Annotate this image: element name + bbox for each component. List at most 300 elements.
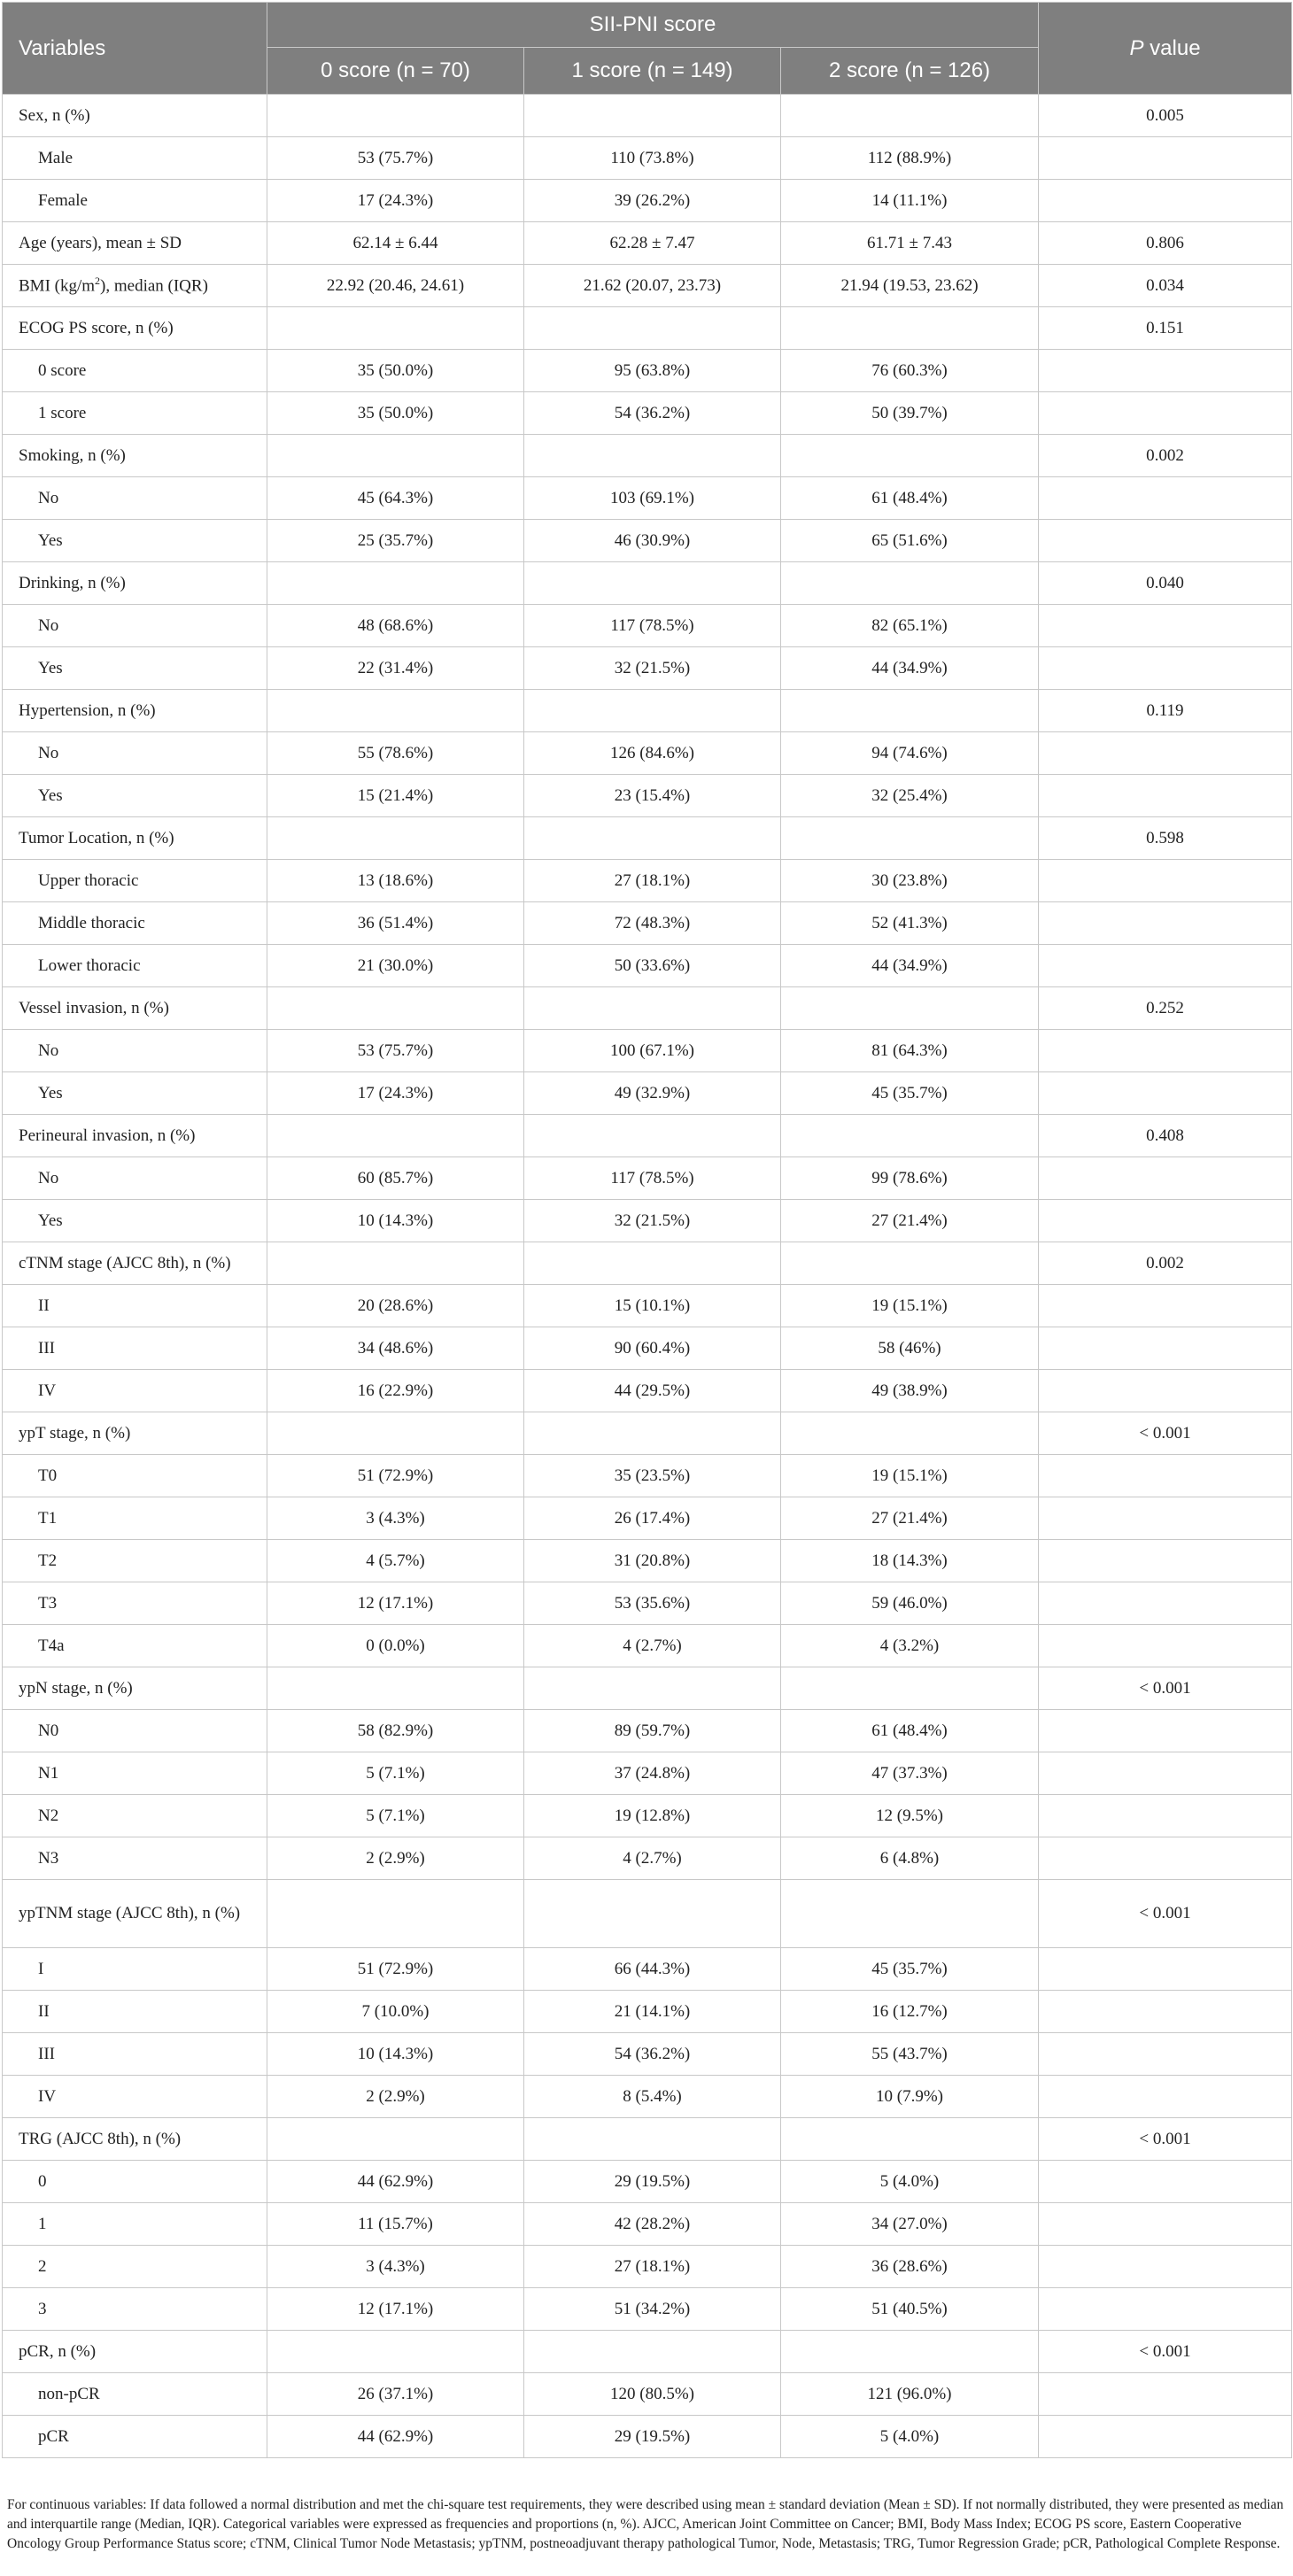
p-value-cell [1039,902,1292,945]
table-row [3,605,1292,647]
table-row [3,392,1292,435]
row-label: I [3,1948,267,1991]
value-cell-c1: 54 (36.2%) [524,2033,781,2076]
value-cell-c1: 32 (21.5%) [524,647,781,690]
value-cell-c1: 90 (60.4%) [524,1327,781,1370]
value-cell-c1: 32 (21.5%) [524,1200,781,1242]
row-label: Yes [3,647,267,690]
table-row [3,1072,1292,1115]
p-value-cell [1039,2416,1292,2458]
p-value-cell [1039,350,1292,392]
value-cell-c1: 89 (59.7%) [524,1710,781,1752]
value-cell-c1: 29 (19.5%) [524,2416,781,2458]
row-label: 1 [3,2203,267,2246]
value-cell-c2: 61 (48.4%) [781,1710,1039,1752]
table-row [3,2076,1292,2118]
value-cell-c2: 59 (46.0%) [781,1582,1039,1625]
table-row [3,1157,1292,1200]
table-row [3,2373,1292,2416]
value-cell-c0: 48 (68.6%) [267,605,524,647]
value-cell-c0 [267,95,524,137]
value-cell-c2: 45 (35.7%) [781,1948,1039,1991]
value-cell-c0 [267,2331,524,2373]
value-cell-c0: 44 (62.9%) [267,2161,524,2203]
value-cell-c1: 54 (36.2%) [524,392,781,435]
value-cell-c2: 6 (4.8%) [781,1837,1039,1880]
table-row [3,1752,1292,1795]
value-cell-c2: 32 (25.4%) [781,775,1039,817]
row-label: T4a [3,1625,267,1667]
value-cell-c0: 62.14 ± 6.44 [267,222,524,265]
value-cell-c2 [781,690,1039,732]
value-cell-c1 [524,562,781,605]
header-p-italic: P [1129,35,1144,60]
row-label: 1 score [3,392,267,435]
table-row [3,265,1292,307]
table-row [3,1667,1292,1710]
p-value-cell [1039,1582,1292,1625]
value-cell-c0: 44 (62.9%) [267,2416,524,2458]
value-cell-c0: 15 (21.4%) [267,775,524,817]
value-cell-c0: 12 (17.1%) [267,1582,524,1625]
p-value-cell [1039,1795,1292,1837]
p-value-cell [1039,2246,1292,2288]
p-value-cell [1039,945,1292,987]
p-value-cell [1039,2033,1292,2076]
row-label: IV [3,2076,267,2118]
value-cell-c0 [267,1880,524,1948]
value-cell-c2: 51 (40.5%) [781,2288,1039,2331]
value-cell-c2: 5 (4.0%) [781,2416,1039,2458]
value-cell-c0: 11 (15.7%) [267,2203,524,2246]
value-cell-c1 [524,1880,781,1948]
row-label: IV [3,1370,267,1412]
table-row [3,307,1292,350]
value-cell-c1: 100 (67.1%) [524,1030,781,1072]
value-cell-c0: 51 (72.9%) [267,1948,524,1991]
value-cell-c2: 52 (41.3%) [781,902,1039,945]
value-cell-c0 [267,1667,524,1710]
table-row [3,1412,1292,1455]
p-value-cell [1039,1030,1292,1072]
row-label: Female [3,180,267,222]
table-row [3,520,1292,562]
value-cell-c2: 49 (38.9%) [781,1370,1039,1412]
row-label: Yes [3,775,267,817]
value-cell-c1: 72 (48.3%) [524,902,781,945]
table-row [3,2203,1292,2246]
value-cell-c2: 121 (96.0%) [781,2373,1039,2416]
p-value-cell: < 0.001 [1039,2118,1292,2161]
p-value-cell [1039,1948,1292,1991]
p-value-cell [1039,1497,1292,1540]
row-label: 3 [3,2288,267,2331]
table-body [3,95,1292,2458]
header-variables: Variables [3,3,267,95]
value-cell-c2: 82 (65.1%) [781,605,1039,647]
table-row [3,2288,1292,2331]
value-cell-c2: 112 (88.9%) [781,137,1039,180]
value-cell-c0: 53 (75.7%) [267,1030,524,1072]
row-label: Sex, n (%) [3,95,267,137]
p-value-cell: 0.040 [1039,562,1292,605]
value-cell-c0: 16 (22.9%) [267,1370,524,1412]
value-cell-c2: 5 (4.0%) [781,2161,1039,2203]
p-value-cell: 0.002 [1039,435,1292,477]
value-cell-c0 [267,1115,524,1157]
value-cell-c0: 45 (64.3%) [267,477,524,520]
value-cell-c1 [524,987,781,1030]
value-cell-c2: 55 (43.7%) [781,2033,1039,2076]
value-cell-c2 [781,987,1039,1030]
value-cell-c1: 46 (30.9%) [524,520,781,562]
row-label: T1 [3,1497,267,1540]
table-row [3,1327,1292,1370]
p-value-cell [1039,1455,1292,1497]
row-label: N2 [3,1795,267,1837]
value-cell-c0: 34 (48.6%) [267,1327,524,1370]
p-value-cell [1039,732,1292,775]
row-label: N0 [3,1710,267,1752]
p-value-cell [1039,180,1292,222]
value-cell-c2: 16 (12.7%) [781,1991,1039,2033]
value-cell-c2 [781,817,1039,860]
value-cell-c0: 60 (85.7%) [267,1157,524,1200]
row-label: 0 score [3,350,267,392]
value-cell-c2: 61 (48.4%) [781,477,1039,520]
table-row [3,222,1292,265]
p-value-cell: < 0.001 [1039,1667,1292,1710]
value-cell-c0: 53 (75.7%) [267,137,524,180]
row-label: Drinking, n (%) [3,562,267,605]
value-cell-c2 [781,307,1039,350]
p-value-cell [1039,392,1292,435]
p-value-cell [1039,1200,1292,1242]
value-cell-c0: 35 (50.0%) [267,350,524,392]
p-value-cell [1039,2288,1292,2331]
row-label: T0 [3,1455,267,1497]
value-cell-c0 [267,307,524,350]
header-p-rest: value [1143,35,1201,60]
row-label: Perineural invasion, n (%) [3,1115,267,1157]
value-cell-c0: 51 (72.9%) [267,1455,524,1497]
value-cell-c1: 21.62 (20.07, 23.73) [524,265,781,307]
row-label: T3 [3,1582,267,1625]
p-value-cell [1039,477,1292,520]
value-cell-c1 [524,2118,781,2161]
value-cell-c1 [524,1242,781,1285]
value-cell-c1 [524,1115,781,1157]
p-value-cell: 0.408 [1039,1115,1292,1157]
header-col1: 1 score (n = 149) [524,48,781,95]
value-cell-c1: 8 (5.4%) [524,2076,781,2118]
p-value-cell: < 0.001 [1039,1880,1292,1948]
table-row [3,477,1292,520]
value-cell-c2: 47 (37.3%) [781,1752,1039,1795]
value-cell-c1: 49 (32.9%) [524,1072,781,1115]
value-cell-c2: 94 (74.6%) [781,732,1039,775]
table-row [3,775,1292,817]
table-row [3,1625,1292,1667]
table-row [3,817,1292,860]
p-value-cell [1039,1327,1292,1370]
header-col0: 0 score (n = 70) [267,48,524,95]
value-cell-c1: 103 (69.1%) [524,477,781,520]
table-row [3,1030,1292,1072]
value-cell-c0: 3 (4.3%) [267,1497,524,1540]
p-value-cell [1039,860,1292,902]
row-label: Vessel invasion, n (%) [3,987,267,1030]
p-value-cell [1039,137,1292,180]
value-cell-c0: 5 (7.1%) [267,1795,524,1837]
value-cell-c1: 15 (10.1%) [524,1285,781,1327]
row-label: III [3,2033,267,2076]
value-cell-c2 [781,1412,1039,1455]
value-cell-c2: 12 (9.5%) [781,1795,1039,1837]
value-cell-c2: 30 (23.8%) [781,860,1039,902]
value-cell-c2 [781,2118,1039,2161]
row-label: Tumor Location, n (%) [3,817,267,860]
p-value-cell [1039,2203,1292,2246]
row-label: III [3,1327,267,1370]
value-cell-c2: 34 (27.0%) [781,2203,1039,2246]
p-value-cell: 0.598 [1039,817,1292,860]
row-label: TRG (AJCC 8th), n (%) [3,2118,267,2161]
value-cell-c0 [267,1412,524,1455]
value-cell-c0: 7 (10.0%) [267,1991,524,2033]
table-row [3,1837,1292,1880]
table-row [3,180,1292,222]
table-row [3,647,1292,690]
table-row [3,1991,1292,2033]
row-label: No [3,605,267,647]
row-label: cTNM stage (AJCC 8th), n (%) [3,1242,267,1285]
p-value-cell: 0.252 [1039,987,1292,1030]
row-label: ECOG PS score, n (%) [3,307,267,350]
value-cell-c1: 117 (78.5%) [524,1157,781,1200]
header-group: SII-PNI score [267,3,1039,48]
value-cell-c1: 42 (28.2%) [524,2203,781,2246]
value-cell-c2: 36 (28.6%) [781,2246,1039,2288]
value-cell-c2 [781,1667,1039,1710]
row-label: Yes [3,1200,267,1242]
value-cell-c2: 4 (3.2%) [781,1625,1039,1667]
value-cell-c0: 25 (35.7%) [267,520,524,562]
value-cell-c1: 29 (19.5%) [524,2161,781,2203]
header-p-value [1039,3,1292,95]
value-cell-c1: 62.28 ± 7.47 [524,222,781,265]
p-value-cell: < 0.001 [1039,1412,1292,1455]
table-row [3,2033,1292,2076]
value-cell-c0 [267,562,524,605]
value-cell-c2 [781,1115,1039,1157]
value-cell-c2: 21.94 (19.53, 23.62) [781,265,1039,307]
row-label: No [3,1030,267,1072]
value-cell-c0 [267,1242,524,1285]
value-cell-c2: 50 (39.7%) [781,392,1039,435]
value-cell-c0: 17 (24.3%) [267,180,524,222]
value-cell-c2: 61.71 ± 7.43 [781,222,1039,265]
value-cell-c1 [524,95,781,137]
value-cell-c0: 10 (14.3%) [267,1200,524,1242]
value-cell-c0: 55 (78.6%) [267,732,524,775]
value-cell-c1: 126 (84.6%) [524,732,781,775]
table-row [3,1370,1292,1412]
value-cell-c0: 2 (2.9%) [267,1837,524,1880]
table-footnote: For continuous variables: If data followed a normal distribution and met the chi-square test requirements, they were described using mean ± standard deviation (Mean ± SD). If not normally distributed, they were presented as median and interquartile range (Median, IQR). Categorical variables were expressed as frequencies and proportions (n, %). AJCC, American Joint Committee on Cancer; BMI, Body Mass Index; ECOG PS score, Eastern Cooperative Oncology Group Performance Status score; cTNM, Clinical Tumor Node Metastasis; ypTNM, postneoadjuvant therapy pathological Tumor, Node, Metastasis; TRG, Tumor Regression Grade; pCR, Pathological Complete Response. [7,2497,1284,2551]
table-row [3,1242,1292,1285]
table-row [3,2246,1292,2288]
value-cell-c1: 51 (34.2%) [524,2288,781,2331]
value-cell-c1: 50 (33.6%) [524,945,781,987]
value-cell-c1: 110 (73.8%) [524,137,781,180]
value-cell-c2: 44 (34.9%) [781,647,1039,690]
row-label: Hypertension, n (%) [3,690,267,732]
value-cell-c1: 37 (24.8%) [524,1752,781,1795]
table-row [3,1795,1292,1837]
table-row [3,562,1292,605]
row-label: No [3,1157,267,1200]
value-cell-c0: 21 (30.0%) [267,945,524,987]
p-value-cell [1039,2161,1292,2203]
value-cell-c1 [524,2331,781,2373]
table-row [3,945,1292,987]
value-cell-c2: 18 (14.3%) [781,1540,1039,1582]
value-cell-c1: 27 (18.1%) [524,860,781,902]
value-cell-c0: 35 (50.0%) [267,392,524,435]
value-cell-c2: 14 (11.1%) [781,180,1039,222]
table-row [3,1582,1292,1625]
value-cell-c1 [524,817,781,860]
row-label: Male [3,137,267,180]
value-cell-c0: 58 (82.9%) [267,1710,524,1752]
value-cell-c1: 27 (18.1%) [524,2246,781,2288]
row-label: No [3,732,267,775]
value-cell-c2: 44 (34.9%) [781,945,1039,987]
value-cell-c0: 22.92 (20.46, 24.61) [267,265,524,307]
value-cell-c0 [267,435,524,477]
value-cell-c2: 99 (78.6%) [781,1157,1039,1200]
row-label: BMI $(kg/m^2)$, median (IQR) [3,265,267,307]
value-cell-c1: 117 (78.5%) [524,605,781,647]
value-cell-c2: 27 (21.4%) [781,1497,1039,1540]
header-col2: 2 score (n = 126) [781,48,1039,95]
table-row [3,137,1292,180]
value-cell-c2: 45 (35.7%) [781,1072,1039,1115]
row-label: Middle thoracic [3,902,267,945]
value-cell-c2 [781,1880,1039,1948]
value-cell-c2 [781,435,1039,477]
value-cell-c1: 21 (14.1%) [524,1991,781,2033]
row-label: T2 [3,1540,267,1582]
value-cell-c1 [524,1412,781,1455]
value-cell-c2: 19 (15.1%) [781,1455,1039,1497]
p-value-cell [1039,2373,1292,2416]
p-value-cell [1039,1710,1292,1752]
value-cell-c0: 4 (5.7%) [267,1540,524,1582]
p-value-cell [1039,1157,1292,1200]
table-row [3,1540,1292,1582]
p-value-cell [1039,1837,1292,1880]
value-cell-c0: 36 (51.4%) [267,902,524,945]
value-cell-c1: 4 (2.7%) [524,1837,781,1880]
row-label: Yes [3,520,267,562]
value-cell-c0: 13 (18.6%) [267,860,524,902]
value-cell-c0: 0 (0.0%) [267,1625,524,1667]
row-label: Lower thoracic [3,945,267,987]
row-label: Age (years), mean ± SD [3,222,267,265]
value-cell-c1: 95 (63.8%) [524,350,781,392]
table-row [3,1285,1292,1327]
table-row [3,2331,1292,2373]
row-label: ypN stage, n (%) [3,1667,267,1710]
table-row [3,95,1292,137]
value-cell-c1: 35 (23.5%) [524,1455,781,1497]
value-cell-c1 [524,435,781,477]
table-row [3,2161,1292,2203]
p-value-cell: 0.002 [1039,1242,1292,1285]
value-cell-c1: 44 (29.5%) [524,1370,781,1412]
p-value-cell: 0.806 [1039,222,1292,265]
value-cell-c2: 76 (60.3%) [781,350,1039,392]
row-label: ypTNM stage (AJCC 8th), n (%) [3,1880,267,1948]
row-label: non-pCR [3,2373,267,2416]
value-cell-c0: 12 (17.1%) [267,2288,524,2331]
value-cell-c1 [524,307,781,350]
table-row [3,1880,1292,1948]
table-row [3,1115,1292,1157]
value-cell-c1: 26 (17.4%) [524,1497,781,1540]
table-row [3,1948,1292,1991]
value-cell-c2: 81 (64.3%) [781,1030,1039,1072]
value-cell-c1: 19 (12.8%) [524,1795,781,1837]
p-value-cell [1039,1370,1292,1412]
row-label: II [3,1991,267,2033]
p-value-cell: 0.151 [1039,307,1292,350]
table-row [3,732,1292,775]
value-cell-c0: 22 (31.4%) [267,647,524,690]
value-cell-c2: 58 (46%) [781,1327,1039,1370]
p-value-cell [1039,1285,1292,1327]
value-cell-c1 [524,1667,781,1710]
p-value-cell: < 0.001 [1039,2331,1292,2373]
table-row [3,902,1292,945]
table-row [3,987,1292,1030]
baseline-table [2,2,1292,2458]
row-label: No [3,477,267,520]
row-label: II [3,1285,267,1327]
value-cell-c0 [267,817,524,860]
row-label: N3 [3,1837,267,1880]
p-value-cell: 0.005 [1039,95,1292,137]
table-header [3,3,1292,95]
row-label: Upper thoracic [3,860,267,902]
value-cell-c1: 66 (44.3%) [524,1948,781,1991]
value-cell-c0: 26 (37.1%) [267,2373,524,2416]
table-row [3,1710,1292,1752]
row-label: Smoking, n (%) [3,435,267,477]
value-cell-c2 [781,2331,1039,2373]
table-row [3,860,1292,902]
p-value-cell [1039,605,1292,647]
value-cell-c1: 23 (15.4%) [524,775,781,817]
value-cell-c1: 31 (20.8%) [524,1540,781,1582]
p-value-cell: 0.034 [1039,265,1292,307]
value-cell-c1: 120 (80.5%) [524,2373,781,2416]
p-value-cell [1039,1625,1292,1667]
p-value-cell [1039,1752,1292,1795]
p-value-cell [1039,1991,1292,2033]
